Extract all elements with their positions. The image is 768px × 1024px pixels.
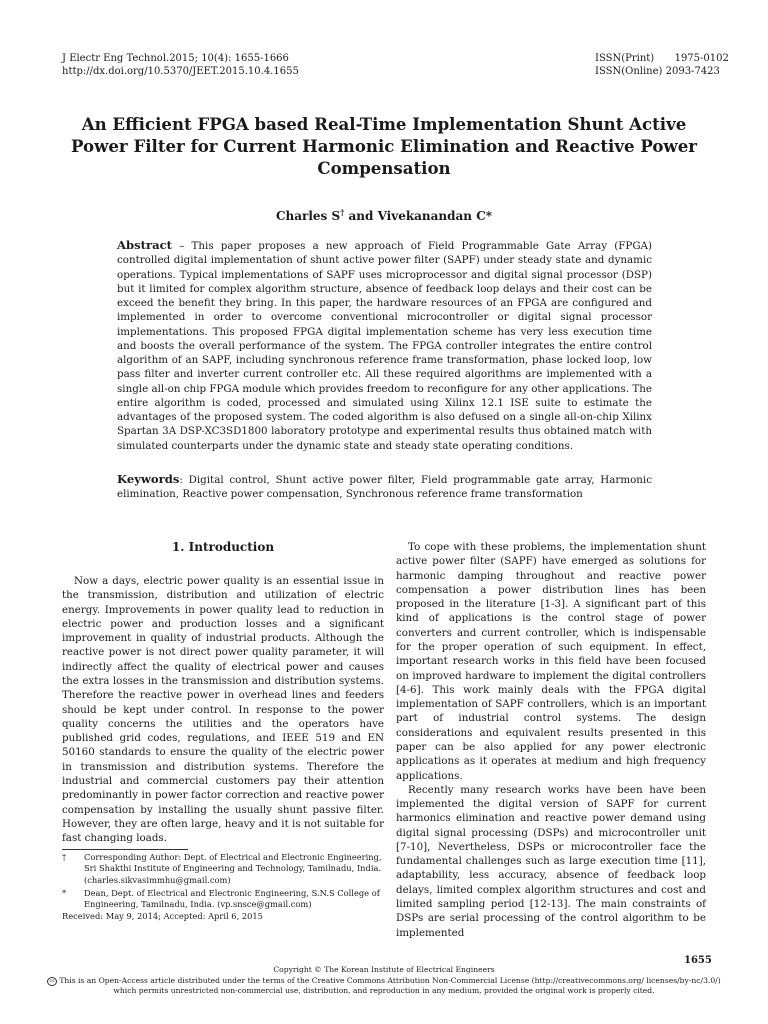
footnote-divider	[62, 849, 188, 850]
copyright-notice	[40, 965, 728, 997]
received-accepted: Received: May 9, 2014; Accepted: April 6, 2015	[62, 911, 263, 922]
issn-print	[595, 53, 729, 66]
keywords-text: : Digital control, Shunt active power filter, Field programmable gate array, Harmonic elimination, Reactive power compensation, Synchronous reference frame transformation	[117, 474, 652, 501]
author-joiner: and	[344, 209, 378, 223]
doi-link[interactable]: http://dx.doi.org/10.5370/JEET.2015.10.4.1655	[62, 65, 299, 77]
abstract-text: This paper proposes a new approach of Field Programmable Gate Array (FPGA) controlled digital implementation of shunt active power filter (SAPF) under steady state and dynamic operations. Typical implementations of SAPF uses microprocessor and digital signal processor (DSP) but it limited for complex algorithm structure, absence of feedback loop delays and their cost can be exceed the benefit they bring. In this paper, the hardware resources of an FPGA are configured and implemented in order to overcome conventional microcontroller or digital signal processor implementations. This proposed FPGA digital implementation scheme has very less execution time and boosts the overall performance of the system. The FPGA controller integrates the entire control algorithm of an SAPF, including synchronous reference frame transformation, phase locked loop, low pass filter and inverter current controller etc. All these required algorithms are implemented with a single all-on chip FPGA module which provides freedom to reconfigure for any other applications. The entire algorithm is coded, processed and simulated using Xilinx 12.1 ISE suite to estimate the advantages of the proposed system. The coded algorithm is also defused on a single all-on-chip Xilinx Spartan 3A DSP-XC3SD1800 laboratory prototype and experimental results thus obtained match with simulated counterparts under the dynamic state and steady state operating conditions.	[117, 240, 652, 452]
copyright-line: Copyright © The Korean Institute of Electrical Engineers	[273, 965, 495, 974]
footnote-corresponding	[62, 852, 384, 886]
journal-header-left	[62, 53, 299, 78]
abstract-dash: –	[172, 240, 192, 252]
author-first-mark: †	[340, 207, 345, 217]
footnote-mark-dagger: †	[62, 852, 67, 862]
keywords	[117, 472, 652, 502]
author-first: Charles S	[275, 209, 341, 223]
issn-print-value: 1975-0102	[674, 53, 729, 64]
author-line	[0, 207, 768, 223]
paper-title: An Efficient FPGA based Real-Time Implementation Shunt Active Power Filter for Current Harmonic Elimination and Reactive Power Compensation	[70, 114, 698, 178]
license-line	[40, 976, 728, 997]
abstract-label: Abstract	[117, 238, 173, 252]
footnote-dean	[62, 888, 384, 911]
keywords-label: Keywords	[117, 472, 180, 486]
issn-online-value: 2093-7423	[665, 65, 720, 77]
right-column	[396, 540, 706, 940]
footnote-text-dean: Dean, Dept. of Electrical and Electronic Engineering, S.N.S College of Engineering, Tamilnadu, India. (vp.snsce@gmail.com)	[84, 887, 380, 910]
footnotes	[62, 852, 384, 923]
left-paragraph-1: Now a days, electric power quality is an essential issue in the transmission, distribution and utilization of electric energy. Improvements in power quality lead to reduction in electric power and production losses and a significant improvement in quality of industrial products. Although the reactive power is not direct power quality parameter, it will indirectly affect the quality of electrical power and causes the extra losses in the transmission and distribution systems. Therefore the reactive power in overhead lines and feeders should be kept under control. In response to the power quality concerns the utilities and the operators have published grid codes, regulations, and IEEE 519 and EN 50160 standards to ensure the quality of the electric power in transmission and distribution systems. Therefore the industrial and commercial customers pay their attention predominantly in power factor correction and reactive power compensation by installing the usually shunt passive filter. However, they are often large, heavy and it is not suitable for fast changing loads.	[62, 575, 384, 845]
page-number: 1655	[684, 955, 712, 966]
creative-commons-icon: cc	[47, 977, 57, 986]
journal-citation: J Electr Eng Technol.2015; 10(4): 1655-1666	[62, 53, 289, 64]
license-text: This is an Open-Access article distributed under the terms of the Creative Commons Attribution Non-Commercial License (http://creativecommons.org/ licenses/by-nc/3.0/) which permits unrestricted non-commercial use, distribution, and reproduction in any medium, provided the original work is properly cited.	[59, 975, 721, 995]
left-column	[62, 574, 384, 845]
right-paragraph-2: Recently many research works have been have been implemented the digital version of SAPF for current harmonics elimination and reactive power demand using digital signal processing (DSPs) and microcontroller unit [7-10], Nevertheless, DSPs or microcontroller face the fundamental challenges such as large execution time [11], adaptability, less accuracy, absence of feedback loop delays, limited complex algorithm structures and cost and limited sampling period [12-13]. The main constraints of DSPs are serial processing of the control algorithm to be implemented	[396, 783, 706, 939]
footnote-mark-asterisk: *	[62, 887, 67, 898]
issn-online	[595, 66, 729, 79]
author-second: Vivekanandan C*	[377, 209, 493, 223]
journal-header-right	[595, 53, 729, 78]
section-heading-introduction: 1. Introduction	[171, 540, 275, 554]
issn-print-label: ISSN(Print)	[595, 53, 655, 64]
right-paragraph-1: To cope with these problems, the implementation shunt active power filter (SAPF) have emerged as solutions for harmonic damping throughout and reactive power compensation a power distribution lines has been proposed in the literature [1-3]. A significant part of this kind of applications is the control stage of power converters and current controller, which is indispensable for the proper operation of such equipment. In effect, important research works in this field have been focused on improved hardware to implement the digital controllers [4-6]. This work mainly deals with the FPGA digital implementation of SAPF controllers, which is an important part of industrial control systems. The design considerations and equivalent results presented in this paper can be also applied for any power electronic applications as it operates at medium and high frequency applications.	[396, 541, 706, 782]
footnote-text-corresponding: Corresponding Author: Dept. of Electrical and Electronic Engineering, Sri Shakthi Institute of Engineering and Technology, Tamilnadu, India. (charles.sikvasimmhu@gmail.com)	[84, 852, 382, 885]
abstract	[117, 238, 652, 453]
issn-online-label: ISSN(Online)	[595, 65, 663, 77]
